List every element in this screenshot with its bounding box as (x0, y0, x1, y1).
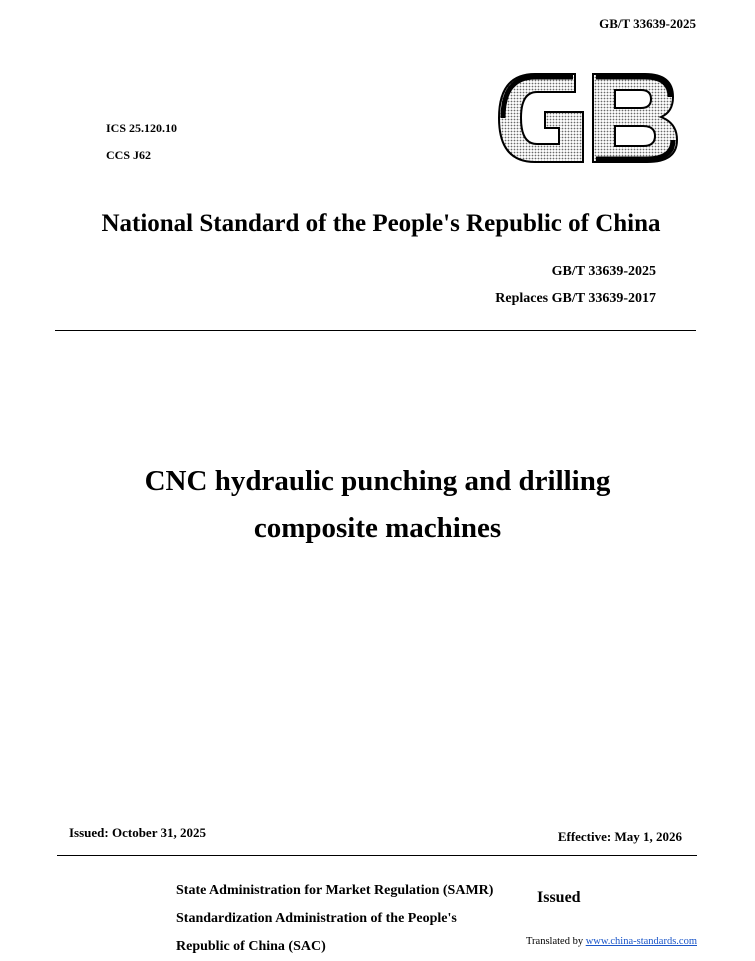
bottom-divider (57, 855, 697, 856)
top-divider (55, 330, 696, 331)
org-line-2: Standardization Administration of the People's (176, 911, 457, 926)
ccs-code: CCS J62 (106, 148, 152, 162)
issued-label: Issued (537, 889, 581, 906)
translated-prefix: Translated by (526, 936, 586, 947)
header-standard-code: GB/T 33639-2025 (599, 16, 696, 31)
gb-logo (495, 70, 680, 166)
replaces-standard: Replaces GB/T 33639-2017 (495, 291, 656, 306)
document-title-line1: CNC hydraulic punching and drilling (144, 465, 611, 497)
document-title (0, 458, 755, 552)
ics-code: ICS 25.120.10 (106, 121, 178, 135)
issued-date: Issued: October 31, 2025 (69, 825, 206, 840)
document-title-line2: composite machines (253, 512, 502, 544)
org-line-3: Republic of China (SAC) (176, 939, 326, 954)
translated-by (526, 936, 697, 947)
effective-date: Effective: May 1, 2026 (557, 829, 682, 844)
issuing-organizations (176, 877, 526, 961)
standard-code: GB/T 33639-2025 (551, 264, 656, 279)
translator-link[interactable]: www.china-standards.com (585, 936, 697, 947)
org-line-1: State Administration for Market Regulation (SAMR) (176, 883, 494, 898)
national-standard-title: National Standard of the People's Republic of China (101, 210, 661, 237)
